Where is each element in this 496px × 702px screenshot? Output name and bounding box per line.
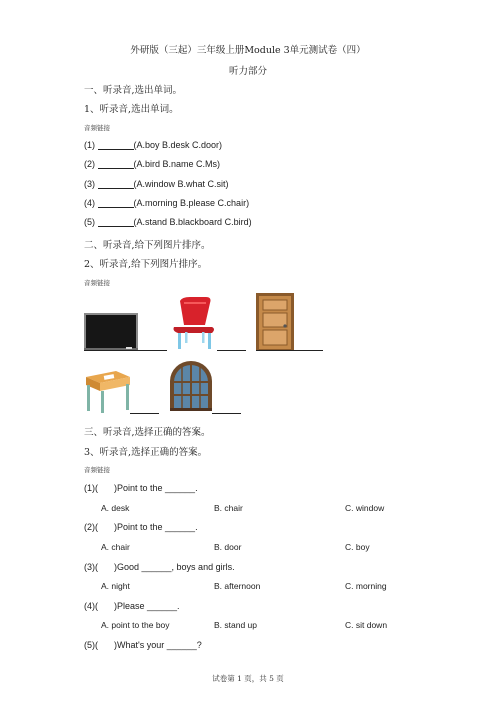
blackboard-picture (84, 313, 138, 351)
answer-blank[interactable] (98, 159, 134, 169)
section1-item-2 (84, 159, 220, 169)
page-footer: 试卷第 1 页，共 5 页 (212, 674, 284, 683)
window-picture (170, 361, 212, 411)
page-title: 外研版（三起）三年级上册Module 3单元测试卷（四） (130, 45, 366, 56)
section1-item-3 (84, 179, 229, 189)
item-options: (A.stand B.blackboard C.bird) (133, 217, 252, 227)
section1-item-5 (84, 217, 252, 227)
desk-picture (84, 367, 130, 413)
answer-blank[interactable] (130, 413, 159, 414)
section2-heading: 二、听录音,给下列图片排序。 (84, 240, 211, 251)
bracket-close: ) (114, 562, 117, 572)
bracket-close: ) (114, 640, 117, 650)
option-b[interactable]: B. door (214, 542, 242, 552)
question-5-stem (84, 640, 202, 650)
item-number: (4) (84, 198, 95, 208)
question-text: What's your ______? (117, 640, 202, 650)
picture-underline (256, 350, 294, 351)
question-number: (3)( (84, 562, 98, 572)
picture-underline (84, 350, 138, 351)
section3-audio-link[interactable]: 音频链接 (84, 466, 110, 474)
answer-blank[interactable] (98, 140, 134, 150)
answer-blank[interactable] (138, 350, 167, 351)
answer-blank[interactable] (98, 179, 134, 189)
answer-blank[interactable] (217, 350, 246, 351)
option-a[interactable]: A. point to the boy (101, 620, 170, 630)
option-c[interactable]: C. morning (345, 581, 387, 591)
question-number: (2)( (84, 522, 98, 532)
question-2-stem (84, 522, 198, 532)
answer-blank[interactable] (212, 413, 241, 414)
section1-subheading: 1、听录音,选出单词。 (84, 104, 179, 115)
question-text: Please ______. (117, 601, 180, 611)
section1-item-1 (84, 140, 222, 150)
question-text: Good ______, boys and girls. (117, 562, 235, 572)
question-number: (5)( (84, 640, 98, 650)
question-3-stem (84, 562, 235, 572)
item-number: (5) (84, 217, 95, 227)
item-number: (3) (84, 179, 95, 189)
question-number: (1)( (84, 483, 98, 493)
bracket-close: ) (114, 522, 117, 532)
page-subtitle: 听力部分 (228, 66, 267, 77)
section2-audio-link[interactable]: 音频链接 (84, 279, 110, 287)
chair-picture (172, 297, 218, 349)
section1-item-4 (84, 198, 249, 208)
bracket-close: ) (114, 483, 117, 493)
door-picture (256, 293, 294, 351)
item-number: (1) (84, 140, 95, 150)
option-a[interactable]: A. chair (101, 542, 130, 552)
option-a[interactable]: A. desk (101, 503, 130, 513)
section1-heading: 一、听录音,选出单词。 (84, 85, 183, 96)
section3-subheading: 3、听录音,选择正确的答案。 (84, 447, 208, 458)
section3-heading: 三、听录音,选择正确的答案。 (84, 427, 211, 438)
item-options: (A.morning B.please C.chair) (133, 198, 250, 208)
section1-audio-link[interactable]: 音频链接 (84, 124, 110, 132)
question-number: (4)( (84, 601, 98, 611)
item-options: (A.window B.what C.sit) (133, 179, 229, 189)
option-c[interactable]: C. boy (345, 542, 370, 552)
item-options: (A.boy B.desk C.door) (133, 140, 223, 150)
option-b[interactable]: B. stand up (214, 620, 258, 630)
option-b[interactable]: B. chair (214, 503, 243, 513)
option-a[interactable]: A. night (101, 581, 130, 591)
question-text: Point to the ______. (117, 522, 198, 532)
section2-subheading: 2、听录音,给下列图片排序。 (84, 259, 208, 270)
option-c[interactable]: C. window (345, 503, 385, 513)
bracket-close: ) (114, 601, 117, 611)
answer-blank[interactable] (98, 217, 134, 227)
answer-blank[interactable] (294, 350, 323, 351)
question-1-stem (84, 483, 198, 493)
item-options: (A.bird B.name C.Ms) (133, 159, 221, 169)
option-b[interactable]: B. afternoon (214, 581, 261, 591)
question-text: Point to the ______. (117, 483, 198, 493)
item-number: (2) (84, 159, 95, 169)
option-c[interactable]: C. sit down (345, 620, 388, 630)
answer-blank[interactable] (98, 198, 134, 208)
question-4-stem (84, 601, 180, 611)
